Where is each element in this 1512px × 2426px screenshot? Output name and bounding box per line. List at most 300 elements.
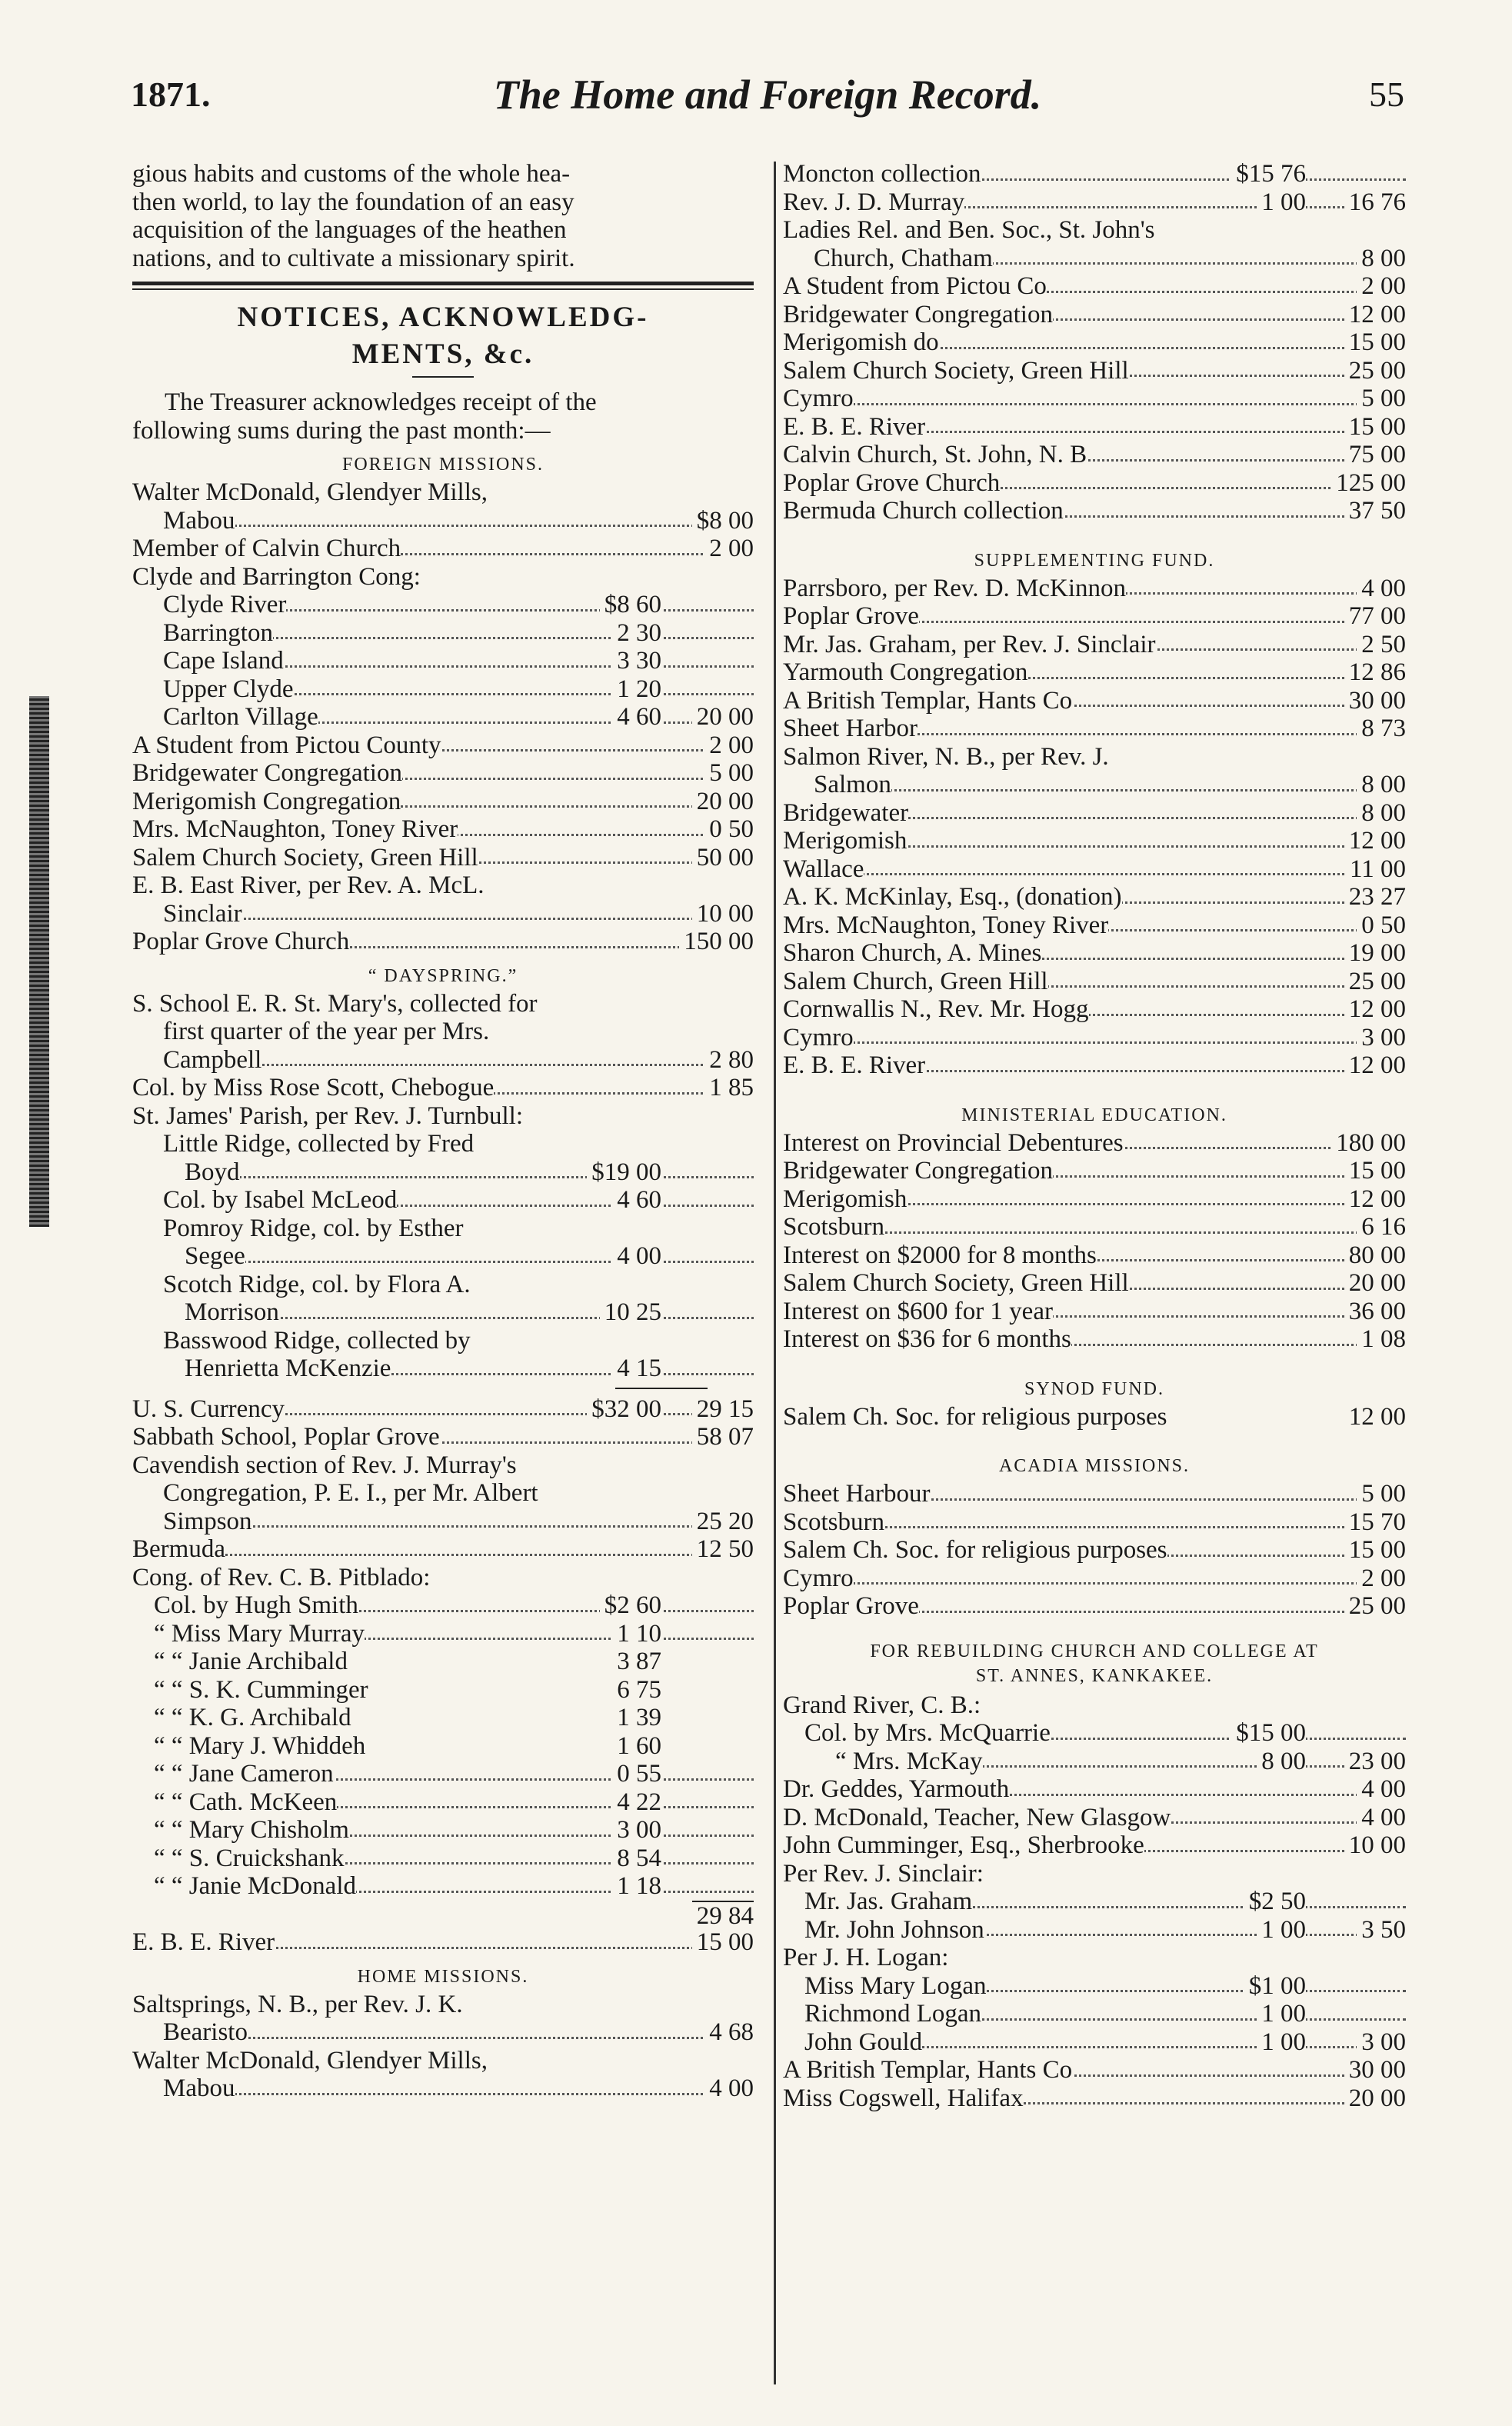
ledger-row — [783, 631, 1406, 659]
acadia-list — [783, 1480, 1406, 1621]
ledger-row — [132, 2074, 754, 2103]
cong-total-line — [132, 1901, 754, 1929]
ledger-row — [132, 1872, 754, 1901]
entry-label: Sinclair — [132, 900, 242, 928]
entry-label: Poplar Grove Church — [783, 468, 1001, 497]
ledger-row — [132, 1620, 754, 1648]
amount: $15 00 — [1231, 1719, 1306, 1748]
entry-label: Sheet Harbor — [783, 715, 918, 742]
amount: 15 00 — [692, 1928, 754, 1957]
entry-label: Grand River, C. B.: — [783, 1691, 981, 1719]
ledger-row — [783, 1185, 1406, 1214]
entry-label: Mrs. McNaughton, Toney River — [132, 815, 458, 843]
entry-label: Calvin Church, St. John, N. B — [783, 441, 1087, 468]
entry-label: Col. by Hugh Smith — [132, 1591, 358, 1619]
amount: 10 25 — [600, 1298, 661, 1327]
entry-label: A British Templar, Hants Co — [783, 2056, 1073, 2084]
ledger-row — [132, 1844, 754, 1873]
supplementing-heading: SUPPLEMENTING FUND. — [974, 550, 1215, 571]
amount: 3 87 — [612, 1648, 661, 1676]
ledger-row — [783, 2000, 1406, 2028]
entry-label: Mr. John Johnson — [783, 1916, 984, 1944]
ledger-row — [132, 507, 754, 535]
continued-list — [783, 160, 1406, 525]
entry-label: Col. by Mrs. McQuarrie — [783, 1719, 1051, 1747]
dot-leader — [783, 873, 1406, 875]
ledger-row — [783, 1241, 1406, 1270]
amount: 2 00 — [704, 535, 754, 563]
amount: 23 00 — [1344, 1748, 1406, 1776]
entry-label: Cornwallis N., Rev. Mr. Hogg — [783, 995, 1089, 1023]
entry-label: Little Ridge, collected by Fred — [132, 1130, 474, 1158]
entry-label: Miss Cogswell, Halifax — [783, 2084, 1024, 2112]
amount: 180 00 — [1331, 1129, 1406, 1158]
ledger-row — [132, 1704, 754, 1732]
entry-label: Merigomish do — [783, 328, 939, 356]
page-number: 55 — [1369, 75, 1404, 114]
entry-label: Col. by Isabel McLeod — [132, 1186, 397, 1214]
amount: 150 00 — [679, 928, 754, 956]
amount: 2 50 — [1357, 631, 1406, 659]
ledger-row — [132, 871, 754, 900]
entry-label: Segee — [132, 1242, 245, 1270]
ledger-row — [132, 928, 754, 956]
entry-label: D. McDonald, Teacher, New Glasgow — [783, 1803, 1171, 1831]
ledger-row — [132, 1018, 754, 1046]
entry-label: Mabou — [132, 507, 235, 535]
entry-label: E. B. E. River — [783, 1051, 926, 1079]
ledger-row — [132, 703, 754, 731]
entry-label: Cymro — [783, 1564, 854, 1592]
ledger-row — [783, 1565, 1406, 1593]
amount: 12 00 — [1344, 1051, 1406, 1080]
entry-label: Bridgewater — [783, 798, 909, 827]
ledger-row — [132, 619, 754, 648]
ledger-row — [783, 1888, 1406, 1916]
entry-label: Cavendish section of Rev. J. Murray's — [132, 1451, 517, 1479]
entry-label: Salem Church, Green Hill — [783, 967, 1048, 995]
amount: 3 50 — [1357, 1916, 1406, 1944]
amount: 20 00 — [1344, 2084, 1406, 2113]
ledger-row — [132, 2018, 754, 2047]
amount: 15 00 — [1344, 1536, 1406, 1565]
amount: 1 00 — [1257, 2000, 1306, 2028]
acadia-heading: ACADIA MISSIONS. — [998, 1456, 1191, 1476]
ledger-row — [783, 827, 1406, 855]
entry-label: Sabbath School, Poplar Grove — [132, 1423, 440, 1451]
text-line: nations, and to cultivate a missionary spirit. — [132, 244, 575, 272]
ledger-row — [132, 815, 754, 844]
amount: 2 00 — [704, 731, 754, 760]
entry-label: A Student from Pictou County — [132, 731, 441, 759]
foreign-missions-heading: FOREIGN MISSIONS. — [341, 455, 545, 475]
entry-label: Mr. Jas. Graham, per Rev. J. Sinclair — [783, 630, 1156, 658]
ledger-row — [783, 301, 1406, 329]
amount: 1 39 — [612, 1704, 661, 1732]
intro-paragraph — [132, 160, 754, 272]
entry-label: Sharon Church, A. Mines — [783, 939, 1042, 967]
ledger-row — [132, 1327, 754, 1355]
ledger-row — [783, 968, 1406, 996]
amount: 4 00 — [612, 1242, 661, 1271]
dot-leader — [132, 1554, 754, 1556]
ledger-row — [783, 385, 1406, 413]
ledger-row — [132, 1423, 754, 1451]
ledger-row — [783, 575, 1406, 603]
ledger-row — [783, 441, 1406, 469]
amount: 0 50 — [704, 815, 754, 844]
entry-label: “ “ S. K. Cumminger — [132, 1676, 368, 1704]
ledger-row — [783, 1325, 1406, 1354]
entry-label: Dr. Geddes, Yarmouth — [783, 1775, 1010, 1803]
journal-title: The Home and Foreign Record. — [493, 72, 1042, 118]
entry-label: Bermuda — [132, 1535, 225, 1563]
amount: 1 00 — [1257, 2028, 1306, 2057]
entry-label: Rev. J. D. Murray — [783, 188, 965, 216]
amount: 11 00 — [1345, 855, 1406, 884]
amount: $15 76 — [1231, 160, 1306, 188]
amount: 20 00 — [692, 788, 754, 816]
ledger-row — [783, 1691, 1406, 1720]
entry-label: Merigomish — [783, 1185, 908, 1213]
amount: 58 07 — [692, 1423, 754, 1451]
dot-leader — [783, 1582, 1406, 1585]
entry-label: Congregation, P. E. I., per Mr. Albert — [132, 1479, 538, 1507]
ledger-row — [783, 272, 1406, 301]
entry-label: “ “ Janie Archibald — [132, 1648, 348, 1675]
ledger-row — [783, 2084, 1406, 2113]
ledger-row — [783, 602, 1406, 631]
scan-edge-mark — [29, 696, 49, 1227]
entry-label: Salmon — [783, 771, 891, 798]
ledger-row — [132, 2047, 754, 2075]
ledger-row — [132, 1215, 754, 1243]
entry-label: Morrison — [132, 1298, 279, 1326]
entry-label: E. B. East River, per Rev. A. McL. — [132, 871, 485, 899]
amount: 29 15 — [692, 1395, 754, 1424]
ledger-row — [132, 478, 754, 507]
text-line: The Treasurer acknowledges receipt of the — [165, 388, 597, 416]
dayspring-list — [132, 990, 754, 1383]
ledger-row — [783, 771, 1406, 799]
entry-label: Clyde River — [132, 591, 286, 618]
amount: 25 00 — [1344, 1592, 1406, 1621]
ledger-row — [783, 160, 1406, 188]
ledger-row — [132, 1271, 754, 1299]
ledger-row — [783, 687, 1406, 715]
ledger-row — [132, 1046, 754, 1075]
entry-label: Carlton Village — [132, 703, 318, 731]
amount: 2 00 — [1357, 272, 1406, 301]
entry-label: Merigomish — [783, 827, 908, 855]
entry-label: Bearisto — [132, 2018, 248, 2046]
entry-label: Cong. of Rev. C. B. Pitblado: — [132, 1563, 431, 1591]
amount: 4 68 — [704, 2018, 754, 2047]
entry-label: Moncton collection — [783, 160, 981, 188]
ledger-row — [132, 1676, 754, 1705]
page-header — [131, 74, 1404, 128]
amount: 20 00 — [1344, 1269, 1406, 1298]
entry-label: Barrington — [132, 619, 273, 647]
ledger-row — [783, 1748, 1406, 1776]
entry-label: A Student from Pictou Co — [783, 272, 1047, 300]
amount: 1 08 — [1357, 1325, 1406, 1354]
amount: 4 00 — [1357, 1804, 1406, 1832]
foreign-missions-list — [132, 478, 754, 956]
ledger-row — [783, 1592, 1406, 1621]
entry-label: Mrs. McNaughton, Toney River — [783, 911, 1109, 939]
amount: 0 50 — [1357, 911, 1406, 940]
ledger-row — [132, 1242, 754, 1271]
ledger-row — [132, 1816, 754, 1844]
ledger-row — [783, 328, 1406, 357]
entry-label: Salem Church Society, Green Hill — [783, 1269, 1129, 1297]
synod-list — [783, 1403, 1406, 1431]
entry-label: Scotsburn — [783, 1213, 884, 1241]
entry-label: first quarter of the year per Mrs. — [132, 1018, 489, 1045]
entry-label: E. B. E. River — [783, 412, 926, 441]
ledger-row — [783, 799, 1406, 828]
amount: 12 50 — [692, 1535, 754, 1564]
ledger-row — [132, 1788, 754, 1817]
entry-label: Mabou — [132, 2074, 235, 2102]
entry-label: Poplar Grove — [783, 602, 919, 630]
entry-label: Cymro — [783, 1023, 854, 1051]
ledger-row — [132, 788, 754, 816]
amount: 77 00 — [1344, 602, 1406, 631]
amount: 29 84 — [692, 1901, 754, 1929]
ledger-row — [132, 1760, 754, 1788]
amount: 1 00 — [1257, 188, 1306, 217]
amount: 3 00 — [1357, 2028, 1406, 2057]
ministerial-list — [783, 1129, 1406, 1354]
ledger-row — [783, 469, 1406, 498]
amount: 2 30 — [612, 619, 661, 648]
amount: 80 00 — [1344, 1241, 1406, 1270]
entry-label: Saltsprings, N. B., per Rev. J. K. — [132, 1990, 463, 2018]
dot-leader — [783, 403, 1406, 405]
entry-label: “ “ Mary Chisholm — [132, 1816, 349, 1844]
entry-label: S. School E. R. St. Mary's, collected for — [132, 989, 538, 1018]
amount: 8 00 — [1257, 1748, 1306, 1776]
ledger-row — [783, 939, 1406, 968]
supplementing-list — [783, 575, 1406, 1080]
amount: $8 60 — [600, 591, 661, 619]
ledger-row — [783, 1508, 1406, 1537]
entry-label: Interest on $36 for 6 months — [783, 1325, 1071, 1353]
amount: 8 73 — [1357, 715, 1406, 743]
entry-label: Scotsburn — [783, 1508, 884, 1536]
short-rule — [412, 376, 474, 378]
ledger-row — [783, 1129, 1406, 1158]
amount: 2 80 — [704, 1046, 754, 1075]
text-line: following sums during the past month:— — [132, 416, 551, 445]
amount: 12 00 — [1344, 301, 1406, 329]
entry-label: Bermuda Church collection — [783, 497, 1064, 525]
ledger-row — [132, 1186, 754, 1215]
rebuilding-heading: FOR REBUILDING CHURCH AND COLLEGE AT — [870, 1641, 1319, 1661]
amount: 8 00 — [1357, 245, 1406, 273]
header-year: 1871. — [131, 75, 211, 114]
entry-label: Interest on Provincial Debentures — [783, 1128, 1124, 1157]
amount: 12 00 — [1344, 1403, 1406, 1431]
ledger-row — [783, 1536, 1406, 1565]
amount: 5 00 — [704, 759, 754, 788]
amount: 1 20 — [612, 675, 661, 704]
amount: 1 85 — [704, 1074, 754, 1102]
ledger-row — [132, 1158, 754, 1187]
ledger-row — [783, 995, 1406, 1024]
amount: 4 15 — [612, 1355, 661, 1383]
amount: 3 00 — [1357, 1024, 1406, 1052]
ledger-row — [132, 759, 754, 788]
dayspring-heading: “ DAYSPRING.” — [368, 965, 518, 986]
amount: 25 20 — [692, 1508, 754, 1536]
amount: 1 18 — [612, 1872, 661, 1901]
ledger-row — [132, 535, 754, 563]
entry-label: Boyd — [132, 1158, 240, 1186]
ledger-row — [783, 855, 1406, 884]
amount: 15 70 — [1344, 1508, 1406, 1537]
amount: 125 00 — [1331, 469, 1406, 498]
entry-label: Bridgewater Congregation — [132, 759, 402, 787]
rebuilding-list — [783, 1691, 1406, 2113]
ledger-row — [783, 245, 1406, 273]
ledger-row — [783, 497, 1406, 525]
ledger-row — [132, 1508, 754, 1536]
ledger-row — [783, 883, 1406, 911]
entry-label: Salem Church Society, Green Hill — [132, 843, 478, 871]
ledger-row — [132, 591, 754, 619]
notices-title — [132, 299, 754, 373]
entry-label: Per J. H. Logan: — [783, 1944, 949, 1971]
ledger-row — [132, 1991, 754, 2019]
entry-label: Salem Ch. Soc. for religious purposes — [783, 1402, 1167, 1431]
amount: 50 00 — [692, 844, 754, 872]
amount: 15 00 — [1344, 1157, 1406, 1185]
amount: $1 00 — [1244, 1972, 1306, 2001]
ledger-row — [783, 911, 1406, 940]
text-line: gious habits and customs of the whole hea- — [132, 160, 571, 188]
ledger-row — [132, 731, 754, 760]
entry-label: Walter McDonald, Glendyer Mills, — [132, 478, 488, 506]
ledger-row — [783, 1944, 1406, 1972]
entry-label: Merigomish Congregation — [132, 787, 401, 815]
entry-label: Mr. Jas. Graham — [783, 1888, 972, 1915]
ledger-row — [132, 563, 754, 592]
ledger-row — [783, 2028, 1406, 2057]
ledger-row — [132, 844, 754, 872]
column-divider — [774, 162, 776, 2384]
ledger-row — [132, 1648, 754, 1676]
right-column — [783, 160, 1406, 2112]
entry-label: Sheet Harbour — [783, 1480, 931, 1508]
amount: 30 00 — [1344, 687, 1406, 715]
entry-label: Member of Calvin Church — [132, 535, 401, 562]
ledger-row — [132, 1591, 754, 1620]
amount: 6 16 — [1357, 1213, 1406, 1241]
entry-label: Parrsboro, per Rev. D. McKinnon — [783, 574, 1127, 602]
section-rule — [132, 282, 754, 285]
entry-label: Wallace — [783, 855, 864, 883]
ledger-row — [783, 1719, 1406, 1748]
amount: 6 75 — [612, 1676, 661, 1705]
entry-label: Simpson — [132, 1508, 252, 1535]
ledger-row — [783, 1269, 1406, 1298]
amount: 30 00 — [1344, 2056, 1406, 2084]
amount: 5 00 — [1357, 385, 1406, 413]
amount: $8 00 — [692, 507, 754, 535]
home-missions-heading: HOME MISSIONS. — [357, 1966, 529, 1987]
ledger-row — [783, 413, 1406, 442]
text-line: then world, to lay the foundation of an easy — [132, 188, 574, 216]
entry-label: Bridgewater Congregation — [783, 300, 1053, 328]
amount: 3 00 — [612, 1816, 661, 1844]
left-column — [132, 160, 754, 2103]
entry-label: St. James' Parish, per Rev. J. Turnbull: — [132, 1101, 524, 1130]
ledger-row — [132, 1451, 754, 1480]
ledger-row — [783, 1403, 1406, 1431]
treasurer-note — [132, 388, 754, 445]
amount: 10 00 — [692, 900, 754, 928]
amount: 23 27 — [1344, 883, 1406, 911]
entry-label: Yarmouth Congregation — [783, 658, 1028, 686]
entry-label: “ “ S. Cruickshank — [132, 1844, 344, 1872]
entry-label: “ Miss Mary Murray — [132, 1620, 365, 1648]
amount: 4 00 — [704, 2074, 754, 2103]
ledger-row — [783, 658, 1406, 687]
ledger-row — [132, 1102, 754, 1131]
rebuilding-heading-2: ST. ANNES, KANKAKEE. — [975, 1665, 1214, 1686]
ledger-row — [783, 1157, 1406, 1185]
amount: 5 00 — [1357, 1480, 1406, 1508]
entry-label: Per Rev. J. Sinclair: — [783, 1859, 984, 1888]
entry-label: Basswood Ridge, collected by — [132, 1327, 471, 1355]
entry-label: Salmon River, N. B., per Rev. J. — [783, 742, 1109, 771]
amount: $32 00 — [587, 1395, 661, 1424]
ledger-row — [783, 2056, 1406, 2084]
amount: 19 00 — [1344, 939, 1406, 968]
entry-label: “ “ Cath. McKeen — [132, 1788, 337, 1816]
amount: 1 00 — [1257, 1916, 1306, 1944]
ledger-row — [132, 900, 754, 928]
entry-label: Interest on $600 for 1 year — [783, 1297, 1053, 1325]
entry-label: Campbell — [132, 1046, 261, 1074]
amount: 4 22 — [612, 1788, 661, 1817]
entry-label: Walter McDonald, Glendyer Mills, — [132, 2046, 488, 2074]
amount: 0 55 — [612, 1760, 661, 1788]
ledger-row — [132, 1074, 754, 1102]
amount: 1 10 — [612, 1620, 661, 1648]
entry-label: E. B. E. River — [132, 1928, 275, 1956]
section-rule — [132, 288, 754, 290]
ledger-row — [132, 1298, 754, 1327]
entry-label: Miss Mary Logan — [783, 1972, 986, 2000]
entry-label: Bridgewater Congregation — [783, 1157, 1053, 1185]
ledger-row — [783, 743, 1406, 771]
amount: 10 00 — [1344, 1831, 1406, 1860]
entry-label: Cymro — [783, 385, 854, 412]
ledger-row — [783, 1298, 1406, 1326]
amount: 4 00 — [1357, 1775, 1406, 1804]
amount: 8 00 — [1357, 771, 1406, 799]
amount: $2 50 — [1244, 1888, 1306, 1916]
amount: 15 00 — [1344, 328, 1406, 357]
ledger-row — [132, 1535, 754, 1564]
ledger-row — [783, 1775, 1406, 1804]
ledger-row — [132, 647, 754, 675]
ledger-row — [132, 675, 754, 704]
